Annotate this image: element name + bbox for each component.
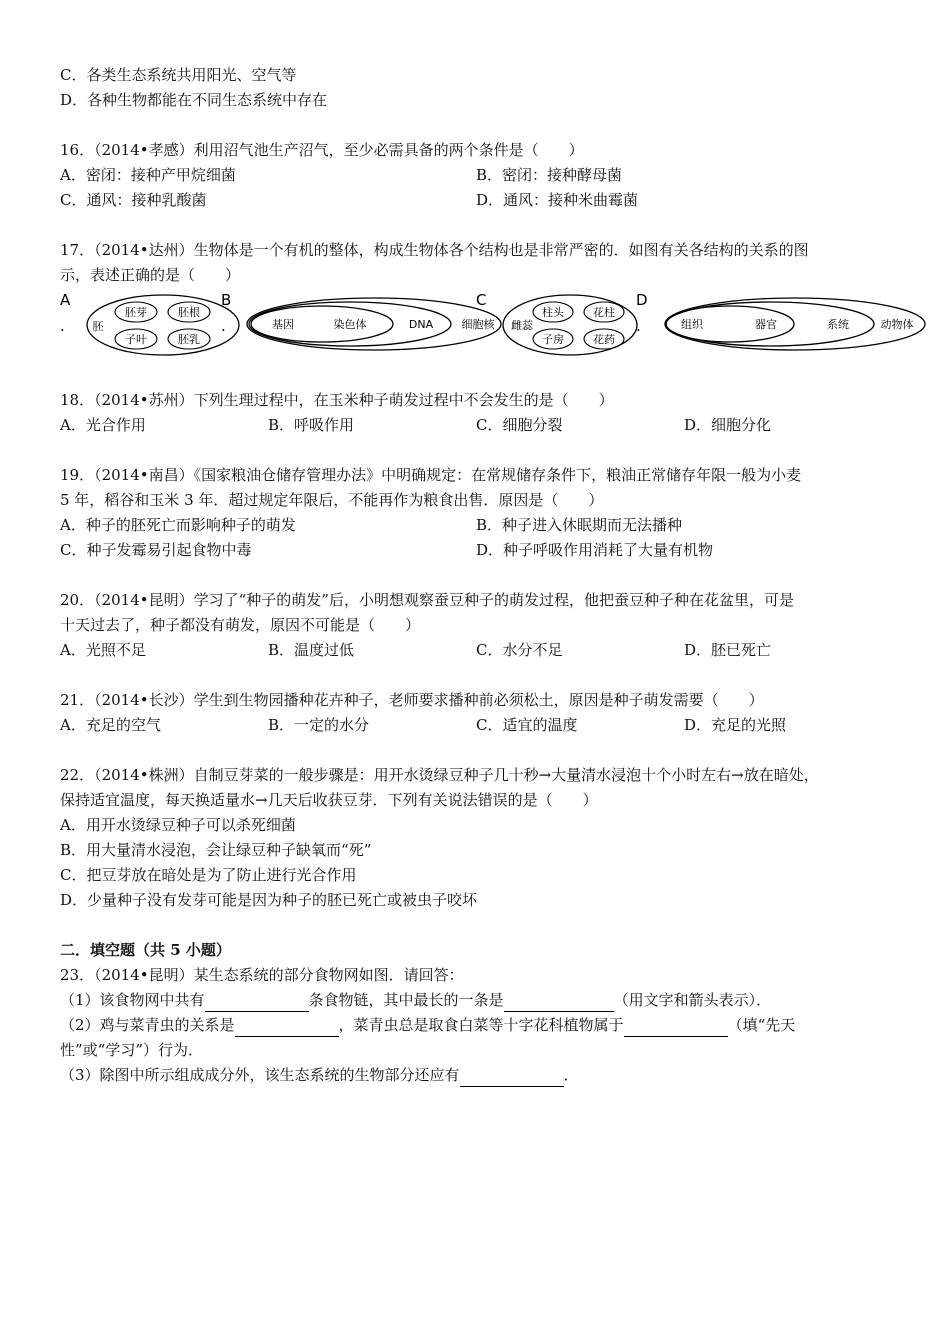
q20-option-d: D．胚已死亡 — [684, 641, 772, 659]
q17-a-item-2: 胚根 — [178, 306, 200, 319]
q21-option-b: B．一定的水分 — [268, 716, 370, 734]
q22-stem-line1: 22．（2014•株洲）自制豆芽菜的一般步骤是：用开水烫绿豆种子几十秒→大量清水浸泡十个小时左右→放在暗处， — [60, 766, 819, 784]
q22-option-a: A．用开水烫绿豆种子可以杀死细菌 — [60, 816, 296, 834]
q19-option-a: A．种子的胚死亡而影响种子的萌发 — [60, 516, 296, 534]
q23-blank-2[interactable] — [504, 989, 614, 1012]
q17-d-item-4: 动物体 — [880, 318, 914, 331]
q23-blank-5[interactable] — [460, 1064, 564, 1087]
q17-b-item-3: DNA — [408, 318, 434, 331]
q23-part-2-text-a: （2）鸡与菜青虫的关系是 — [60, 1016, 235, 1034]
q20-stem-line1: 20．（2014•昆明）学习了“种子的萌发”后，小明想观察蚕豆种子的萌发过程，他把蚕豆种子种在花盆里，可是 — [60, 591, 794, 609]
q18-stem: 18．（2014•苏州）下列生理过程中，在玉米种子萌发过程中不会发生的是（ ） — [60, 391, 614, 409]
q20-option-c: C．水分不足 — [476, 641, 563, 659]
q23-part-2-cont: 性”或“学习”）行为． — [60, 1041, 204, 1059]
section-2-title: 二．填空题（共 5 小题） — [60, 941, 231, 959]
q17-diagram-d-letter: D — [636, 291, 648, 309]
q18-option-b: B．呼吸作用 — [268, 416, 355, 434]
q17-a-item-4: 胚乳 — [178, 333, 200, 346]
q23-part-3-text-a: （3）除图中所示组成成分外，该生态系统的生物部分还应有 — [60, 1066, 460, 1084]
q17-diagram-b-dot: . — [221, 317, 226, 335]
q19-stem-line2: 5 年，稻谷和玉米 3 年．超过规定年限后，不能再作为粮食出售．原因是（ ） — [60, 491, 604, 509]
q22-option-c: C．把豆芽放在暗处是为了防止进行光合作用 — [60, 866, 357, 884]
q22-stem-line2: 保持适宜温度，每天换适量水→几天后收获豆芽．下列有关说法错误的是（ ） — [60, 791, 598, 809]
q17-d-item-3: 系统 — [827, 318, 849, 331]
q19-option-b: B．种子进入休眠期而无法播种 — [476, 516, 683, 534]
q20-option-b: B．温度过低 — [268, 641, 355, 659]
q21-option-d: D．充足的光照 — [684, 716, 787, 734]
q23-part-3 — [60, 1064, 579, 1087]
q17-stem-line1: 17．（2014•达州）生物体是一个有机的整体，构成生物体各个结构也是非常严密的．如图有关各结构的关系的图 — [60, 241, 809, 259]
q18-option-d: D．细胞分化 — [684, 416, 772, 434]
q23-part-1-text-b: 条食物链，其中最长的一条是 — [308, 991, 504, 1009]
q16-option-d: D．通风：接种米曲霉菌 — [476, 191, 639, 209]
q17-c-item-2: 花柱 — [593, 306, 615, 319]
q23-part-1-text-c: （用文字和箭头表示）． — [613, 991, 772, 1009]
q17-stem-line2: 示，表述正确的是（ ） — [60, 266, 241, 284]
q23-part-3-text-b: ． — [563, 1066, 579, 1084]
q17-a-item-1: 胚芽 — [125, 306, 147, 319]
q17-b-item-2: 染色体 — [333, 318, 367, 331]
q23-part-2 — [60, 1014, 795, 1037]
q23-part-2-text-c: （填“先天 — [727, 1016, 796, 1034]
q17-diagram-c-letter: C — [476, 291, 487, 309]
q19-stem-line1: 19．（2014•南昌）《国家粮油仓储存管理办法》中明确规定：在常规储存条件下，粮油正常储存年限一般为小麦 — [60, 466, 802, 484]
q17-c-item-4: 花药 — [593, 333, 615, 346]
q23-part-2-text-b: ，菜青虫总是取食白菜等十字花科植物属于 — [338, 1016, 624, 1034]
q17-b-item-1: 基因 — [272, 318, 294, 331]
q17-b-item-4: 细胞核 — [461, 318, 495, 331]
q16-option-c: C．通风：接种乳酸菌 — [60, 191, 207, 209]
q21-stem: 21．（2014•长沙）学生到生物园播种花卉种子，老师要求播种前必须松土，原因是种子萌发需要（ ） — [60, 691, 764, 709]
q17-c-item-3: 子房 — [542, 333, 564, 346]
q15-option-d: D．各种生物都能在不同生态系统中存在 — [60, 91, 328, 109]
q17-diagram-a-dot: . — [60, 317, 65, 335]
q17-a-item-3: 子叶 — [125, 333, 147, 346]
q17-diagram-a-letter: A — [60, 291, 71, 309]
q16-option-a: A．密闭：接种产甲烷细菌 — [60, 166, 236, 184]
q23-part-1-text-a: （1）该食物网中共有 — [60, 991, 205, 1009]
q23-part-1 — [60, 989, 771, 1012]
q19-option-c: C．种子发霉易引起食物中毒 — [60, 541, 252, 559]
q17-c-outer-label: 雌蕊 — [511, 319, 533, 332]
q20-option-a: A．光照不足 — [60, 641, 146, 659]
q18-option-a: A．光合作用 — [60, 416, 146, 434]
q17-c-item-1: 柱头 — [542, 306, 564, 319]
q17-diagram-b-letter: B — [221, 291, 232, 309]
q17-diagrams — [0, 288, 950, 358]
q17-a-outer-label: 胚 — [92, 320, 104, 333]
q23-blank-3[interactable] — [235, 1014, 339, 1037]
q22-option-b: B．用大量清水浸泡，会让绿豆种子缺氧而“死” — [60, 841, 372, 859]
q16-stem: 16．（2014•孝感）利用沼气池生产沼气，至少必需具备的两个条件是（ ） — [60, 141, 584, 159]
q17-d-item-2: 器官 — [755, 318, 777, 331]
q18-option-c: C．细胞分裂 — [476, 416, 563, 434]
q16-option-b: B．密闭：接种酵母菌 — [476, 166, 623, 184]
q17-d-item-1: 组织 — [681, 318, 703, 331]
q15-option-c: C．各类生态系统共用阳光、空气等 — [60, 66, 297, 84]
q21-option-c: C．适宜的温度 — [476, 716, 578, 734]
q23-blank-1[interactable] — [205, 989, 309, 1012]
q17-diagram-d-dot: . — [636, 317, 641, 335]
q22-option-d: D．少量种子没有发芽可能是因为种子的胚已死亡或被虫子咬坏 — [60, 891, 478, 909]
q17-a-outer-ellipse — [87, 295, 239, 355]
q23-stem: 23．（2014•昆明）某生态系统的部分食物网如图．请回答： — [60, 966, 464, 984]
q20-stem-line2: 十天过去了，种子都没有萌发，原因不可能是（ ） — [60, 616, 421, 634]
q23-blank-4[interactable] — [624, 1014, 728, 1037]
q19-option-d: D．种子呼吸作用消耗了大量有机物 — [476, 541, 714, 559]
q21-option-a: A．充足的空气 — [60, 716, 161, 734]
